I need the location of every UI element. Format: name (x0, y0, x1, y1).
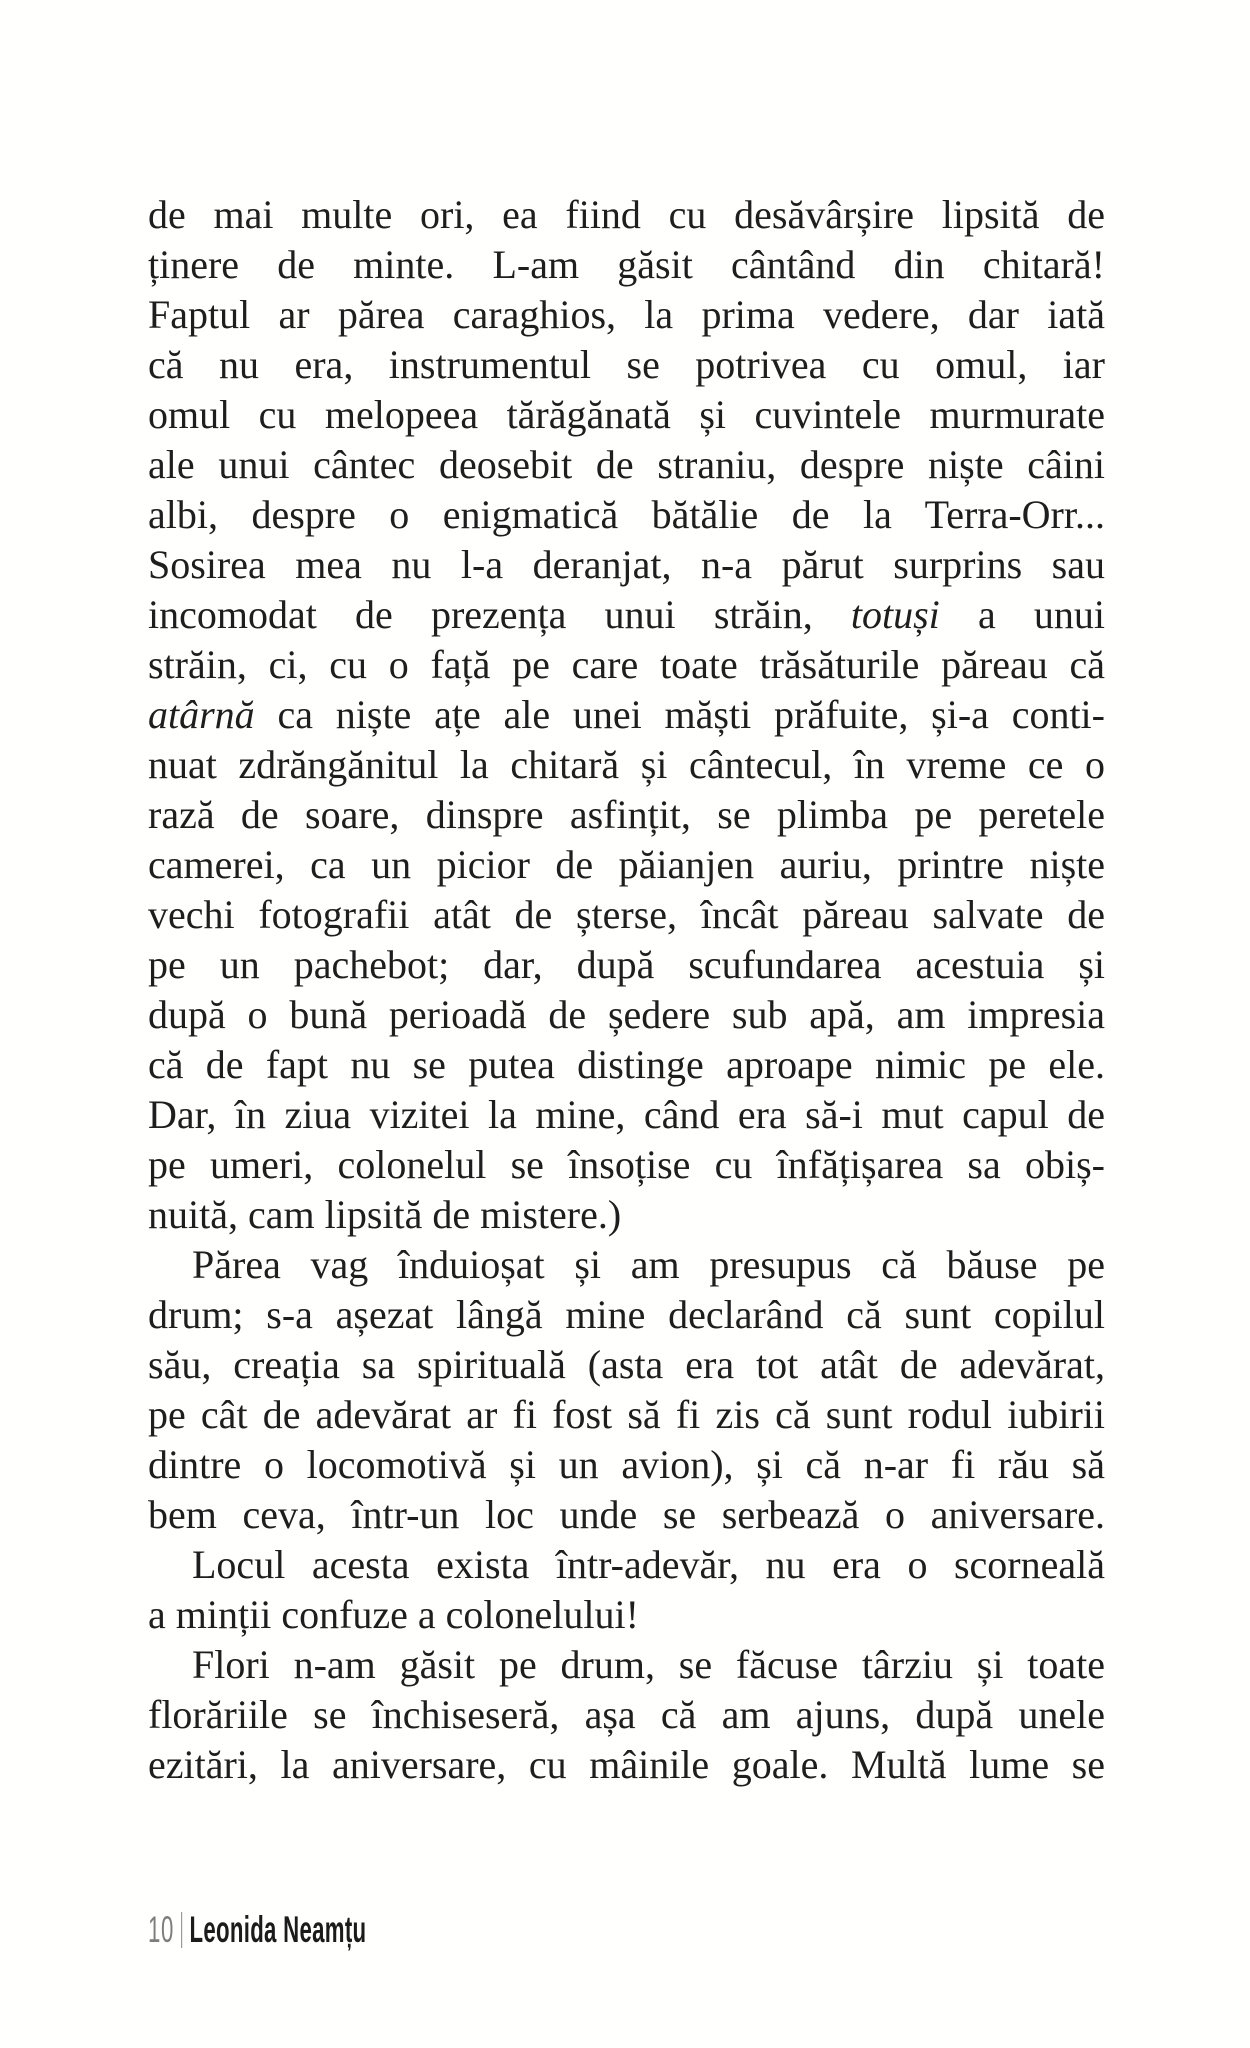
text-segment: ale unui cântec deosebit de straniu, despre niște câini (148, 442, 1105, 487)
text-segment: străin, ci, cu o față pe care toate trăsăturile păreau că (148, 642, 1105, 687)
text-line (148, 1140, 1105, 1190)
text-segment: Dar, în ziua vizitei la mine, când era să-i mut capul de (148, 1092, 1105, 1137)
text-segment: pe cât de adevărat ar fi fost să fi zis că sunt rodul iubirii (148, 1392, 1105, 1437)
text-segment: de mai multe ori, ea fiind cu desăvârșire lipsită de (148, 192, 1105, 237)
text-line (148, 740, 1105, 790)
text-segment: Faptul ar părea caraghios, la prima vedere, dar iată (148, 292, 1105, 337)
text-segment: Părea vag înduioșat și am presupus că băuse pe (192, 1242, 1105, 1287)
text-line (148, 290, 1105, 340)
italic-text-segment: atârnă (148, 692, 255, 737)
text-line (148, 990, 1105, 1040)
text-segment: după o bună perioadă de ședere sub apă, am impresia (148, 992, 1105, 1037)
text-segment: nuită, cam lipsită de mistere.) (148, 1192, 622, 1237)
text-line (148, 390, 1105, 440)
text-segment: său, creația sa spirituală (asta era tot atât de adevărat, (148, 1342, 1105, 1387)
text-line (148, 1540, 1105, 1590)
text-line (148, 1440, 1105, 1490)
text-line (148, 940, 1105, 990)
text-line (148, 1190, 1105, 1240)
text-segment: dintre o locomotivă și un avion), și că n-ar fi rău să (148, 1442, 1105, 1487)
text-line (148, 1290, 1105, 1340)
italic-text-segment: totuși (850, 592, 940, 637)
text-segment: omul cu melopeea tărăgănată și cuvintele murmurate (148, 392, 1105, 437)
text-line (148, 1590, 1105, 1640)
text-line (148, 540, 1105, 590)
text-segment: a minții confuze a colonelului! (148, 1592, 639, 1637)
text-line (148, 1340, 1105, 1390)
text-segment: că de fapt nu se putea distinge aproape nimic pe ele. (148, 1042, 1105, 1087)
text-line (148, 1690, 1105, 1740)
text-segment: a unui (939, 592, 1106, 637)
page-text (148, 190, 1105, 1790)
text-line (148, 1390, 1105, 1440)
text-segment: nuat zdrăngănitul la chitară și cântecul, în vreme ce o (148, 742, 1105, 787)
text-segment: pe umeri, colonelul se însoțise cu înfățișarea sa obiș- (148, 1142, 1105, 1187)
text-line (148, 590, 1105, 640)
text-segment: ținere de minte. L-am găsit cântând din chitară! (148, 242, 1105, 287)
text-segment: camerei, ca un picior de păianjen auriu, printre niște (148, 842, 1105, 887)
text-line (148, 1490, 1105, 1540)
text-segment: Locul acesta exista într-adevăr, nu era o scorneală (192, 1542, 1105, 1587)
page-footer (148, 1906, 512, 1954)
text-segment: albi, despre o enigmatică bătălie de la Terra-Orr... (148, 492, 1105, 537)
text-line (148, 440, 1105, 490)
text-segment: că nu era, instrumentul se potrivea cu omul, iar (148, 342, 1105, 387)
footer-author-name: Leonida Neamțu (189, 1909, 367, 1950)
text-line (148, 1090, 1105, 1140)
text-line (148, 190, 1105, 240)
text-line (148, 240, 1105, 290)
text-line (148, 690, 1105, 740)
text-line (148, 1240, 1105, 1290)
text-segment: Sosirea mea nu l-a deranjat, n-a părut surprins sau (148, 542, 1105, 587)
text-segment: drum; s-a așezat lângă mine declarând că sunt copilul (148, 1292, 1105, 1337)
text-line (148, 1040, 1105, 1090)
text-line (148, 790, 1105, 840)
footer-row (148, 1906, 366, 1954)
text-segment: florăriile se închiseseră, așa că am ajuns, după unele (148, 1692, 1105, 1737)
footer-divider-bar (181, 1912, 182, 1948)
text-line (148, 490, 1105, 540)
text-line (148, 1740, 1105, 1790)
text-line (148, 340, 1105, 390)
text-line (148, 890, 1105, 940)
text-line (148, 840, 1105, 890)
text-line (148, 1640, 1105, 1690)
text-segment: vechi fotografii atât de șterse, încât păreau salvate de (148, 892, 1105, 937)
text-segment: incomodat de prezența unui străin, (148, 592, 851, 637)
text-line (148, 640, 1105, 690)
text-segment: Flori n-am găsit pe drum, se făcuse târziu și toate (192, 1642, 1105, 1687)
text-segment: ezitări, la aniversare, cu mâinile goale. Multă lume se (148, 1742, 1105, 1787)
page-number: 10 (148, 1909, 174, 1950)
text-segment: rază de soare, dinspre asfințit, se plimba pe peretele (148, 792, 1105, 837)
text-segment: bem ceva, într-un loc unde se serbează o aniversare. (148, 1492, 1105, 1537)
text-segment: ca niște ațe ale unei măști prăfuite, și-a conti- (254, 692, 1105, 737)
text-segment: pe un pachebot; dar, după scufundarea acestuia și (148, 942, 1105, 987)
